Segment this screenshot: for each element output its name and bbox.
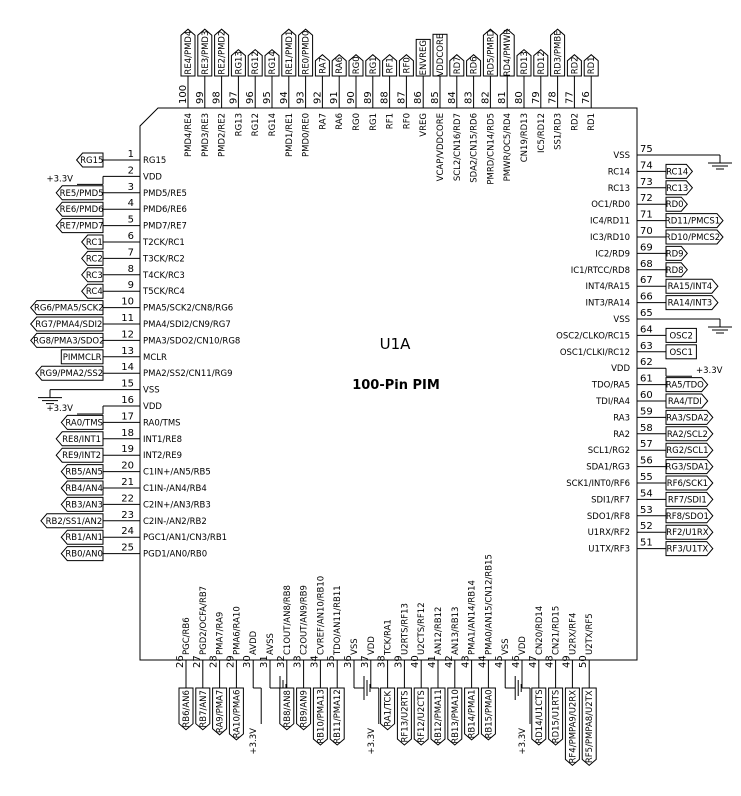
pin-function: VDD xyxy=(143,172,162,183)
pin-function: INT1/RE8 xyxy=(143,434,183,445)
pin-function: INT4/RA15 xyxy=(585,282,630,293)
net-label: RD11/PMCS1 xyxy=(664,216,721,227)
net-label: RF7/SDI1 xyxy=(667,495,707,506)
pin-function: SCL2/CN16/RD7 xyxy=(452,113,463,182)
pin-function: U2RX/RF4 xyxy=(568,612,579,655)
pin-number: 95 xyxy=(262,91,273,104)
net-label: RA4/TDI xyxy=(667,397,702,407)
net-label: RD15/U1RTS xyxy=(551,689,562,744)
net-label: RC4 xyxy=(85,287,103,298)
net-label: RG13 xyxy=(234,51,245,75)
pin-number: 92 xyxy=(312,91,324,104)
pin-number: 77 xyxy=(564,91,576,104)
pin-number: 40 xyxy=(410,655,422,668)
pin-number: 88 xyxy=(379,91,391,104)
pin-number: 34 xyxy=(309,655,321,668)
pin-number: 18 xyxy=(121,427,134,439)
pin-function: RA7 xyxy=(318,113,329,130)
net-label: RE0/PMD0 xyxy=(301,30,312,75)
pin-number: 91 xyxy=(329,91,341,104)
pin-number: 64 xyxy=(640,324,653,336)
pin-number: 83 xyxy=(463,91,475,104)
supply-label: +3.3V xyxy=(46,174,73,185)
pin-number: 76 xyxy=(581,91,593,104)
pin-number: 19 xyxy=(121,444,134,456)
pin-number: 93 xyxy=(295,91,307,104)
net-label: RB5/AN5 xyxy=(65,467,103,478)
supply-label: +3.3V xyxy=(249,728,260,755)
net-label: RB3/AN3 xyxy=(65,500,103,511)
supply-label: +3.3V xyxy=(366,728,377,755)
net-label: RB13/PMA10 xyxy=(450,689,461,744)
pin-function: CN20/RD14 xyxy=(534,605,545,655)
pin-number: 13 xyxy=(121,345,134,357)
pin-function: VREG xyxy=(419,113,430,137)
net-label: RD10/PMCS2 xyxy=(664,233,721,243)
net-label: RA0/TMS xyxy=(65,418,103,429)
pin-number: 53 xyxy=(640,504,653,516)
pin-number: 17 xyxy=(121,411,134,423)
pin-number: 96 xyxy=(245,91,257,104)
pin-number: 65 xyxy=(640,308,653,319)
net-label: RB0/AN0 xyxy=(65,549,103,560)
net-label: RG8/PMA3/SDO2 xyxy=(33,336,105,347)
pin-function: PMD6/RE6 xyxy=(143,205,187,216)
pin-function: C2IN-/AN2/RB2 xyxy=(143,516,207,527)
pin-function: PMD2/RE2 xyxy=(217,113,228,157)
pin-number: 49 xyxy=(561,655,573,668)
net-label: RE4/PMD4 xyxy=(184,30,194,75)
pin-number: 86 xyxy=(413,91,425,104)
pin-number: 46 xyxy=(511,655,522,668)
pin-function: T3CK/RC2 xyxy=(143,254,185,265)
pin-number: 1 xyxy=(127,149,134,160)
pin-function: C1OUT/AN8/RB8 xyxy=(282,585,293,655)
pin-number: 21 xyxy=(121,477,134,488)
net-label: RB11/PMA12 xyxy=(333,689,344,744)
pin-number: 59 xyxy=(640,406,653,418)
pin-function: RG12 xyxy=(251,113,262,137)
pin-number: 85 xyxy=(430,91,441,104)
net-label: RD5/PMRD xyxy=(486,29,497,76)
net-label: RF13/U2RTS xyxy=(400,690,411,743)
pin-function: IC5/RD12 xyxy=(536,113,547,153)
pin-number: 35 xyxy=(326,655,338,668)
net-label: OSC1 xyxy=(669,347,693,358)
pin-function: VDD xyxy=(611,364,630,375)
pin-number: 58 xyxy=(640,422,653,434)
net-label: RF0 xyxy=(402,57,413,74)
net-label: RE3/PMD3 xyxy=(200,30,211,75)
pin-function: IC2/RD9 xyxy=(595,249,630,260)
net-label: RE7/PMD7 xyxy=(59,221,104,232)
pin-function: VSS xyxy=(143,385,160,396)
pin-function: U1RX/RF2 xyxy=(587,528,630,539)
pin-function: AVSS xyxy=(266,633,276,655)
net-label: RD8 xyxy=(665,265,684,276)
pin-function: CVREF/AN10/RB10 xyxy=(316,575,327,655)
pin-number: 2 xyxy=(127,165,134,177)
pin-function: C2IN+/AN3/RB3 xyxy=(143,500,211,511)
net-label: RA15/INT4 xyxy=(667,282,713,293)
pin-function: T5CK/RC4 xyxy=(143,287,185,298)
pin-function: VSS xyxy=(350,638,360,655)
pin-number: 37 xyxy=(359,655,371,668)
pin-number: 16 xyxy=(121,395,134,406)
net-label: RC13 xyxy=(666,183,689,194)
pin-function: SDA2/CN15/RD6 xyxy=(469,112,480,183)
pin-function: TCK/RA1 xyxy=(383,619,394,655)
net-label: RA2/SCL2 xyxy=(666,429,708,440)
pin-function: IC3/RD10 xyxy=(590,233,630,243)
net-label: RE9/INT2 xyxy=(62,451,102,462)
pin-function: AN12/RB12 xyxy=(434,606,444,655)
net-label: RD9 xyxy=(665,249,684,260)
pin-number: 8 xyxy=(127,263,134,275)
net-label: RE1/PMD1 xyxy=(284,30,295,75)
pin-number: 38 xyxy=(376,655,388,668)
pin-number: 79 xyxy=(530,91,542,104)
net-label: RA10/PMA6 xyxy=(232,689,243,739)
pin-function: U2CTS/RF12 xyxy=(417,602,428,655)
net-label: RF2/U1RX xyxy=(666,528,709,539)
pin-number: 42 xyxy=(443,655,455,668)
pin-function: C2OUT/AN9/RB9 xyxy=(299,585,310,655)
pin-function: VCAP/VDDCORE xyxy=(436,113,446,182)
pin-number: 61 xyxy=(640,373,653,385)
net-label: RB1/AN1 xyxy=(65,533,103,544)
pin-function: SDI1/RF7 xyxy=(591,495,630,506)
pin-number: 57 xyxy=(640,439,653,451)
pin-function: MCLR xyxy=(143,352,167,363)
net-label: RB14/PMA1 xyxy=(467,689,478,739)
pin-number: 94 xyxy=(278,91,290,104)
net-label: RD4/PMWR xyxy=(503,28,514,77)
pin-function: PMA2/SS2/CN11/RG9 xyxy=(143,369,233,380)
pin-function: OSC2/CLKO/RC15 xyxy=(556,331,630,342)
pin-number: 7 xyxy=(127,247,134,259)
pin-number: 90 xyxy=(346,91,357,104)
pin-function: PGD2/OCFA/RB7 xyxy=(198,585,209,655)
pin-number: 62 xyxy=(640,357,653,369)
pin-function: AVDD xyxy=(249,630,260,655)
pin-number: 72 xyxy=(640,193,653,205)
net-label: RE8/INT1 xyxy=(62,434,102,445)
pin-function: SCK1/INT0/RF6 xyxy=(566,479,630,489)
pin-number: 73 xyxy=(640,176,653,188)
pin-number: 81 xyxy=(497,91,509,104)
pin-number: 4 xyxy=(127,198,134,210)
pin-function: OSC1/CLKI/RC12 xyxy=(559,347,630,358)
pin-function: RA6 xyxy=(335,113,346,130)
pin-number: 39 xyxy=(393,655,405,668)
pin-number: 26 xyxy=(175,655,186,668)
net-label: PIMMCLR xyxy=(62,352,102,363)
net-label: RB12/PMA11 xyxy=(434,689,444,744)
net-label: VDDCORE xyxy=(436,33,446,77)
pin-function: T2CK/RC1 xyxy=(143,238,185,248)
net-label: RG3/SDA1 xyxy=(665,462,710,473)
net-label: RF4/PMPA9/U2RX xyxy=(568,689,579,764)
pin-function: OC1/RD0 xyxy=(591,200,630,211)
net-label: RA3/SDA2 xyxy=(666,413,709,424)
net-label: RF1 xyxy=(385,57,396,74)
net-label: RG15 xyxy=(80,156,104,166)
pin-number: 23 xyxy=(121,509,134,521)
pin-function: SDA1/RG3 xyxy=(586,462,630,473)
pin-function: PMA4/SDI2/CN9/RG7 xyxy=(143,320,231,330)
pin-function: IC1/RTCC/RD8 xyxy=(570,265,630,276)
net-label: RG2/SCL1 xyxy=(666,446,709,457)
pin-function: PMD5/RE5 xyxy=(143,188,187,199)
pin-number: 55 xyxy=(640,472,653,483)
net-label: RC1 xyxy=(85,238,103,248)
pin-function: U2RTS/RF13 xyxy=(400,603,411,655)
net-label: RG14 xyxy=(268,51,278,75)
pin-number: 71 xyxy=(640,209,653,221)
net-label: RC14 xyxy=(666,167,689,178)
pin-function: RA3 xyxy=(613,413,630,424)
pin-function: CN21/RD15 xyxy=(551,605,562,655)
part-name: U1A xyxy=(379,335,411,353)
pin-number: 84 xyxy=(446,91,458,104)
pin-function: RD1 xyxy=(587,113,598,131)
pin-number: 63 xyxy=(640,340,653,352)
net-label: RD13 xyxy=(520,51,530,75)
pin-number: 15 xyxy=(121,378,134,390)
pin-number: 100 xyxy=(178,84,189,104)
pin-group xyxy=(31,29,732,766)
net-label: RF3/U1TX xyxy=(666,544,709,555)
pin-function: PMA5/SCK2/CN8/RG6 xyxy=(143,303,234,314)
net-label: RD1 xyxy=(587,56,598,75)
net-label: RB2/SS1/AN2 xyxy=(45,516,103,527)
net-label: RA14/INT3 xyxy=(667,298,713,309)
net-label: ENVREG xyxy=(419,39,430,76)
supply-label: +3.3V xyxy=(46,404,73,414)
pin-number: 80 xyxy=(514,91,525,104)
net-label: RC3 xyxy=(85,270,103,281)
pin-number: 6 xyxy=(127,231,134,242)
pin-function: INT3/RA14 xyxy=(585,298,630,309)
pin-number: 22 xyxy=(121,493,134,505)
net-label: RB9/AN9 xyxy=(299,690,310,728)
pin-number: 29 xyxy=(225,655,237,668)
net-label: RG1 xyxy=(368,56,379,75)
pin-number: 28 xyxy=(208,655,220,668)
pin-number: 45 xyxy=(494,655,506,668)
package-label: 100-Pin PIM xyxy=(352,378,440,393)
pin-number: 54 xyxy=(640,488,653,500)
net-label: RB8/AN8 xyxy=(282,690,293,728)
net-label: RF5/PMPA8/U2TX xyxy=(585,690,596,764)
pin-function: TDO/RA5 xyxy=(591,380,630,391)
pin-function: VDD xyxy=(366,636,377,655)
pin-function: TDI/RA4 xyxy=(596,397,630,407)
pin-function: PMD7/RE7 xyxy=(143,221,187,232)
net-label: RB6/AN6 xyxy=(182,690,192,728)
pin-function: RF1 xyxy=(385,113,396,130)
pin-number: 67 xyxy=(640,275,653,287)
pin-number: 31 xyxy=(259,655,270,668)
pin-function: PMD4/RE4 xyxy=(184,113,194,157)
pin-function: RC14 xyxy=(607,167,630,178)
pin-function: U2TX/RF5 xyxy=(585,613,596,655)
net-label: RF12/U2CTS xyxy=(417,690,428,743)
pin-number: 20 xyxy=(121,460,134,472)
net-label: RA7 xyxy=(318,56,329,74)
net-label: RE2/PMD2 xyxy=(217,30,228,75)
pin-number: 10 xyxy=(121,296,134,308)
net-label: RE6/PMD6 xyxy=(59,205,104,216)
pin-number: 24 xyxy=(121,526,134,538)
pin-number: 12 xyxy=(121,329,134,341)
pin-function: PMA1/AN14/RB14 xyxy=(467,580,478,655)
pin-number: 36 xyxy=(343,655,354,668)
net-label: RB15/PMA0 xyxy=(484,689,495,739)
pin-number: 33 xyxy=(292,655,304,668)
net-label: RD0 xyxy=(665,200,684,211)
net-label: RD7 xyxy=(452,56,463,75)
pin-function: PMA6/RA10 xyxy=(232,606,243,655)
pin-number: 32 xyxy=(275,655,287,668)
supply-label: +3.3V xyxy=(518,728,528,755)
net-label: RA1/TCK xyxy=(383,690,394,727)
pin-function: C1IN-/AN4/RB4 xyxy=(143,484,207,494)
net-label: RD12 xyxy=(536,51,547,75)
net-label: RB7/AN7 xyxy=(198,690,209,728)
pin-function: RG15 xyxy=(143,156,167,166)
pin-function: RA0/TMS xyxy=(143,418,181,429)
pin-function: PGD1/AN0/RB0 xyxy=(143,549,208,560)
pin-number: 50 xyxy=(578,655,590,668)
pin-number: 66 xyxy=(640,291,653,303)
pin-function: PMD3/RE3 xyxy=(200,113,211,157)
pin-function: PMA0/AN15/CN12/RB15 xyxy=(484,554,495,655)
pin-function: VDD xyxy=(518,636,528,655)
pin-number: 98 xyxy=(211,91,223,104)
net-label: RE5/PMD5 xyxy=(59,188,104,199)
net-label: OSC2 xyxy=(669,331,693,342)
pin-function: C1IN+/AN5/RB5 xyxy=(143,467,211,478)
pin-function: T4CK/RC3 xyxy=(143,270,185,281)
pin-number: 14 xyxy=(121,362,134,374)
pin-function: AN13/RB13 xyxy=(450,606,461,655)
pin-number: 48 xyxy=(544,655,556,668)
pin-number: 78 xyxy=(547,91,559,104)
net-label: RD6 xyxy=(469,56,480,75)
pin-function: SCL1/RG2 xyxy=(587,446,630,457)
net-label: RB10/PMA13 xyxy=(316,689,327,744)
pin-function: SDO1/RF8 xyxy=(586,511,630,522)
pin-number: 99 xyxy=(194,91,206,104)
pin-function: INT2/RE9 xyxy=(143,451,183,462)
pin-number: 89 xyxy=(362,91,374,104)
net-label: RA5/TDO xyxy=(665,380,704,391)
pin-function: IC4/RD11 xyxy=(590,216,630,227)
pin-number: 87 xyxy=(396,91,408,104)
net-label: RA9/PMA7 xyxy=(215,689,226,734)
pin-function: RA2 xyxy=(613,429,630,440)
net-label: RG12 xyxy=(251,51,262,75)
pin-function: RG14 xyxy=(268,113,278,137)
pin-number: 51 xyxy=(640,537,653,549)
net-label: RF8/SDO1 xyxy=(665,511,709,522)
pin-number: 69 xyxy=(640,242,653,254)
pin-function: PMRD/CN14/RD5 xyxy=(486,113,497,185)
pin-number: 74 xyxy=(640,160,653,172)
pin-number: 56 xyxy=(640,455,653,467)
net-label: RG6/PMA5/SCK2 xyxy=(34,303,104,314)
pin-function: PMA3/SDO2/CN10/RG8 xyxy=(143,336,241,347)
pin-function: PMA7/RA9 xyxy=(215,611,226,655)
pin-number: 44 xyxy=(477,655,489,668)
pin-number: 75 xyxy=(640,144,653,155)
pin-number: 9 xyxy=(127,280,134,292)
pin-function: RG0 xyxy=(352,113,362,131)
pin-function: VDD xyxy=(143,402,162,412)
pin-number: 52 xyxy=(640,521,653,533)
pin-function: TDO/AN11/RB11 xyxy=(333,585,344,655)
pin-function: RG1 xyxy=(368,113,379,131)
pin-function: VSS xyxy=(613,315,630,325)
pin-function: RC13 xyxy=(607,183,630,194)
pin-number: 11 xyxy=(121,313,134,324)
net-label: RD14/U1CTS xyxy=(534,689,545,744)
pin-function: VSS xyxy=(501,638,512,655)
pin-number: 3 xyxy=(127,181,134,193)
net-label: RC2 xyxy=(85,254,103,265)
pin-number: 82 xyxy=(480,91,492,104)
pin-function: CN19/RD13 xyxy=(520,113,530,163)
pin-number: 60 xyxy=(640,390,653,401)
net-label: RG7/PMA4/SDI2 xyxy=(35,320,103,330)
net-label: RB4/AN4 xyxy=(65,484,103,494)
pin-function: PGC1/AN1/CN3/RB1 xyxy=(143,533,228,544)
net-label: RD3/PMBE xyxy=(553,30,564,75)
pin-function: VSS xyxy=(613,151,630,161)
supply-label: +3.3V xyxy=(696,366,723,377)
pin-number: 5 xyxy=(127,214,134,226)
pin-function: RF0 xyxy=(402,113,413,130)
pin-number: 30 xyxy=(242,655,254,668)
pin-number: 43 xyxy=(460,655,472,668)
pin-function: SS1/RD3 xyxy=(553,113,564,150)
pin-function: RD2 xyxy=(570,113,581,131)
pin-number: 97 xyxy=(228,91,240,104)
pin-function: PMWR/OC5/RD4 xyxy=(503,113,514,182)
pin-number: 47 xyxy=(527,655,539,668)
pin-number: 41 xyxy=(427,655,438,668)
net-label: RG9/PMA2/SS2 xyxy=(39,369,104,380)
net-label: RA6 xyxy=(335,56,346,74)
pin-function: PMD1/RE1 xyxy=(284,113,295,157)
pin-number: 68 xyxy=(640,258,653,270)
pin-function: RG13 xyxy=(234,113,245,137)
net-label: RG0 xyxy=(352,56,362,75)
pin-number: 25 xyxy=(121,542,134,554)
net-label: RF6/SCK1 xyxy=(666,479,709,489)
pin-number: 70 xyxy=(640,226,653,237)
net-label: RD2 xyxy=(570,56,581,75)
pin-function: U1TX/RF3 xyxy=(588,544,630,555)
pin-function: PMD0/RE0 xyxy=(301,113,312,157)
pin-number: 27 xyxy=(191,655,203,668)
pin-function: PGC/RB6 xyxy=(182,617,192,655)
